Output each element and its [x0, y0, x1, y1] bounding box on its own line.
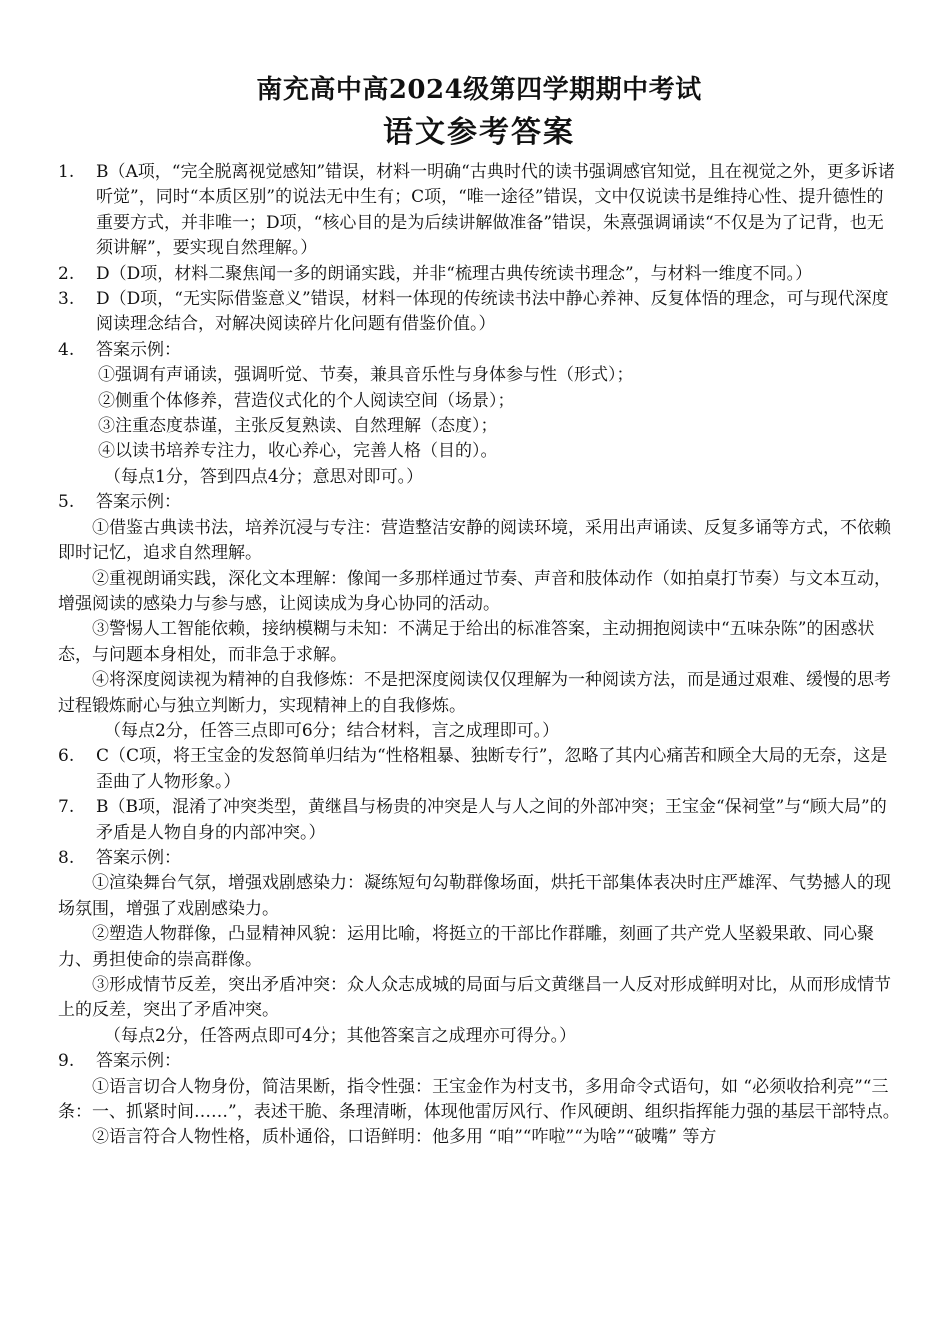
- item-number: 2.: [58, 263, 75, 284]
- item-number: 5.: [58, 492, 75, 513]
- item-number: 6.: [58, 746, 75, 767]
- answer-label: 答案示例：: [96, 339, 181, 360]
- answer-point: ①借鉴古典读书法，培养沉浸与专注：营造整洁安静的阅读环境，采用出声诵读、反复多诵等方式，不依赖即时记忆，追求自然理解。: [58, 517, 891, 564]
- answer-text: B（B项，混淆了冲突类型，黄继昌与杨贵的冲突是人与人之间的外部冲突；王宝金“保祠堂”与“顾大局”的矛盾是人物自身的内部冲突。）: [96, 797, 887, 843]
- item-number: 7.: [58, 797, 75, 818]
- answer-point: ①语言切合人物身份，简洁果断，指令性强：王宝金作为村支书，多用命令式语句，如 “必须收拾利亮”“三条：一、抓紧时间……”，表述干脆、条理清晰，体现他雷厉风行、作风硬朗、组织指挥能力强的基层干部特点。: [58, 1076, 900, 1123]
- answer-point: ④将深度阅读视为精神的自我修炼：不是把深度阅读仅仅理解为一种阅读方法，而是通过艰难、缓慢的思考过程锻炼耐心与独立判断力，实现精神上的自我修炼。: [58, 670, 891, 716]
- answer-item-4: [58, 338, 900, 490]
- item-number: 8.: [58, 847, 75, 868]
- answer-text: C（C项，将王宝金的发怒简单归结为“性格粗暴、独断专行”，忽略了其内心痛苦和顾全大局的无奈，这是歪曲了人物形象。）: [96, 746, 888, 792]
- answer-label: 答案示例：: [96, 492, 181, 513]
- answer-point: ②塑造人物群像，凸显精神风貌：运用比喻，将挺立的干部比作群雕，刻画了共产党人坚毅果敢、同心聚力、勇担使命的崇高群像。: [58, 924, 874, 970]
- answer-point: ②侧重个体修养，营造仪式化的个人阅读空间（场景）；: [98, 390, 515, 411]
- answer-label: 答案示例：: [96, 1051, 181, 1072]
- answer-label: 答案示例：: [96, 847, 181, 868]
- answer-point: ①强调有声诵读，强调听觉、节奏，兼具音乐性与身体参与性（形式）；: [98, 365, 634, 386]
- answer-point: ②语言符合人物性格，质朴通俗，口语鲜明：他多用 “咱”“咋啦”“为啥”“破嘴” 等方: [92, 1127, 717, 1148]
- answer-item-7: [58, 795, 900, 846]
- answer-item-2: [58, 262, 900, 287]
- answer-item-8: [58, 846, 900, 1049]
- answer-text: D（D项，“无实际借鉴意义”错误，材料一体现的传统读书法中静心养神、反复体悟的理念，可与现代深度阅读理念结合，对解决阅读碎片化问题有借鉴价值。）: [96, 289, 889, 335]
- page-title: 南充高中高2024级第四学期期中考试: [256, 75, 702, 105]
- answer-text: B（A项，“完全脱离视觉感知”错误，材料一明确“古典时代的读书强调感官知觉，且在视觉之外，更多诉诸听觉”，同时“本质区别”的说法无中生有；C项，“唯一途径”错误，文中仅说读书是维持心性、提升德性的重要方式，并非唯一；D项，“核心目的是为后续讲解做准备”错误，朱熹强调诵读“不仅是为了记背，也无须讲解”，要实现自然理解。）: [96, 162, 895, 259]
- answer-item-6: [58, 744, 900, 795]
- item-number: 1.: [58, 162, 75, 182]
- answer-item-9: [58, 1049, 900, 1151]
- scoring-note: （每点1分，答到四点4分；意思对即可。）: [104, 466, 424, 487]
- answer-item-5: [58, 490, 900, 744]
- answer-text: D（D项，材料二聚焦闻一多的朗诵实践，并非“梳理古典传统读书理念”，与材料一维度不同。）: [96, 263, 813, 284]
- answer-point: ①渲染舞台气氛，增强戏剧感染力：凝练短句勾勒群像场面，烘托干部集体表决时庄严雄浑、气势撼人的现场氛围，增强了戏剧感染力。: [58, 873, 891, 919]
- answer-content: [58, 160, 900, 1151]
- page-subtitle: 语文参考答案: [383, 115, 575, 150]
- item-number: 9.: [58, 1051, 75, 1072]
- answer-point: ④以读书培养专注力，收心养心，完善人格（目的）。: [98, 441, 498, 462]
- answer-point: ②重视朗诵实践，深化文本理解：像闻一多那样通过节奏、声音和肢体动作（如拍桌打节奏）与文本互动，增强阅读的感染力与参与感，让阅读成为身心协同的活动。: [58, 568, 891, 614]
- item-number: 4.: [58, 339, 75, 360]
- answer-point: ③警惕人工智能依赖，接纳模糊与未知：不满足于给出的标准答案，主动拥抱阅读中“五味杂陈”的困惑状态，与问题本身相处，而非急于求解。: [58, 619, 875, 665]
- answer-point: ③形成情节反差，突出矛盾冲突：众人众志成城的局面与后文黄继昌一人反对形成鲜明对比，从而形成情节上的反差，突出了矛盾冲突。: [58, 975, 891, 1021]
- scoring-note: （每点2分，任答三点即可6分；结合材料，言之成理即可。）: [104, 720, 560, 741]
- answer-point: ③注重态度恭谨，主张反复熟读、自然理解（态度）；: [98, 416, 498, 437]
- answer-item-3: [58, 287, 900, 338]
- answer-item-1: [58, 160, 900, 262]
- item-number: 3.: [58, 289, 75, 310]
- scoring-note: （每点2分，任答两点即可4分；其他答案言之成理亦可得分。）: [104, 1025, 577, 1046]
